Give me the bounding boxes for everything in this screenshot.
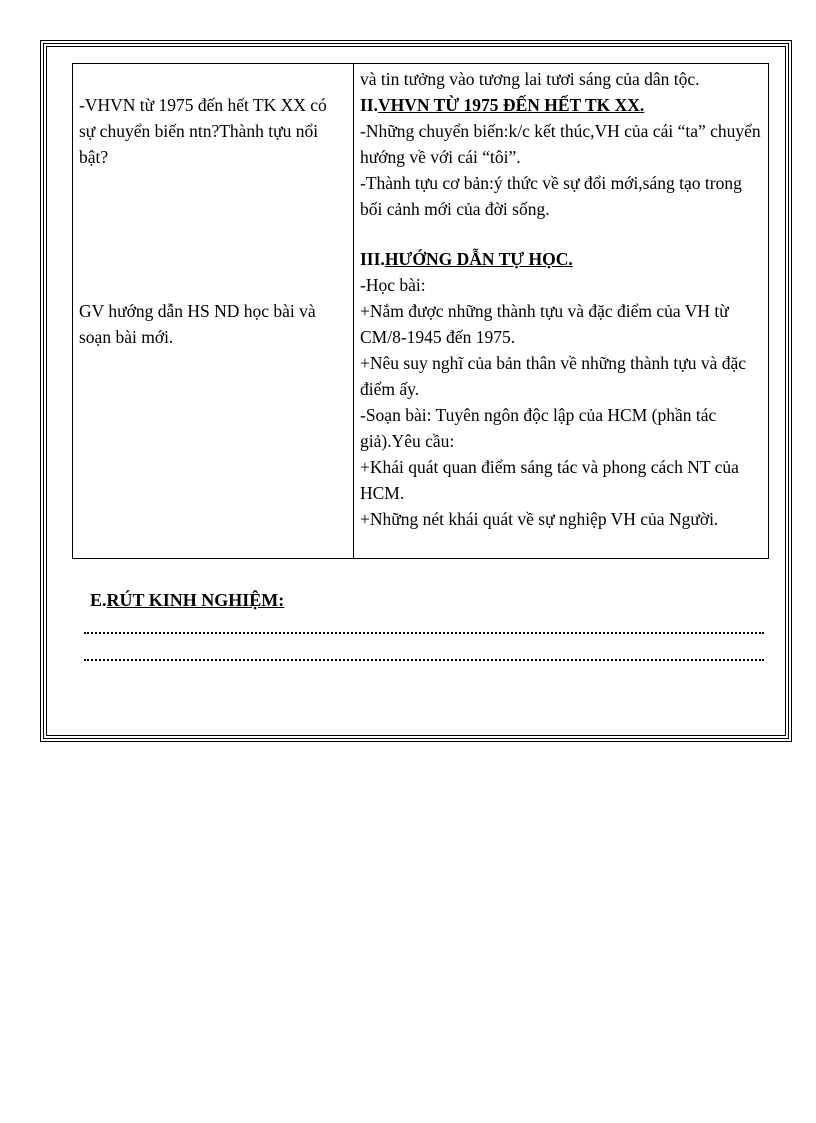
lesson-table bbox=[72, 63, 769, 559]
instruction-text: GV hướng dẫn HS ND học bài và soạn bài mới. bbox=[79, 301, 316, 347]
requirement-2: +Những nét khái quát về sự nghiệp VH của Người. bbox=[360, 509, 719, 529]
requirement-1: +Khái quát quan điểm sáng tác và phong cách NT của HCM. bbox=[360, 457, 739, 503]
section-3-title: HƯỚNG DẪN TỰ HỌC. bbox=[384, 249, 573, 269]
experience-prefix: E. bbox=[90, 590, 107, 610]
section-3-prefix: III. bbox=[360, 249, 385, 269]
section-2-heading bbox=[360, 92, 764, 118]
left-instruction bbox=[79, 298, 345, 350]
study-item-2: +Nêu suy nghĩ của bản thân về những thành tựu và đặc điểm ấy. bbox=[360, 353, 747, 399]
achievements-text: -Thành tựu cơ bản:ý thức về sự đổi mới,sáng tạo trong bối cảnh mới của đời sống. bbox=[360, 173, 742, 219]
section-2-prefix: II. bbox=[360, 95, 378, 115]
intro-line: và tin tưởng vào tương lai tươi sáng của dân tộc. bbox=[360, 69, 700, 89]
left-question bbox=[79, 92, 345, 170]
section-2-title: VHVN TỪ 1975 ĐẾN HẾT TK XX. bbox=[378, 95, 645, 115]
experience-title: RÚT KINH NGHIỆM: bbox=[106, 590, 285, 610]
column-divider bbox=[353, 64, 354, 558]
changes-text: -Những chuyển biến:k/c kết thúc,VH của cái “ta” chuyển hướng về với cái “tôi”. bbox=[360, 121, 761, 167]
section-3-heading bbox=[360, 246, 764, 272]
prepare-text: -Soạn bài: Tuyên ngôn độc lập của HCM (phần tác giả).Yêu cầu: bbox=[360, 405, 717, 451]
right-content bbox=[360, 66, 764, 532]
dotted-line-1 bbox=[84, 632, 764, 634]
question-text: -VHVN từ 1975 đến hết TK XX có sự chuyển biến ntn?Thành tựu nổi bật? bbox=[79, 95, 327, 167]
experience-heading bbox=[90, 590, 284, 611]
study-item-1: +Nắm được những thành tựu và đặc điểm của VH từ CM/8-1945 đến 1975. bbox=[360, 301, 729, 347]
dotted-line-2 bbox=[84, 659, 764, 661]
study-label: -Học bài: bbox=[360, 275, 426, 295]
